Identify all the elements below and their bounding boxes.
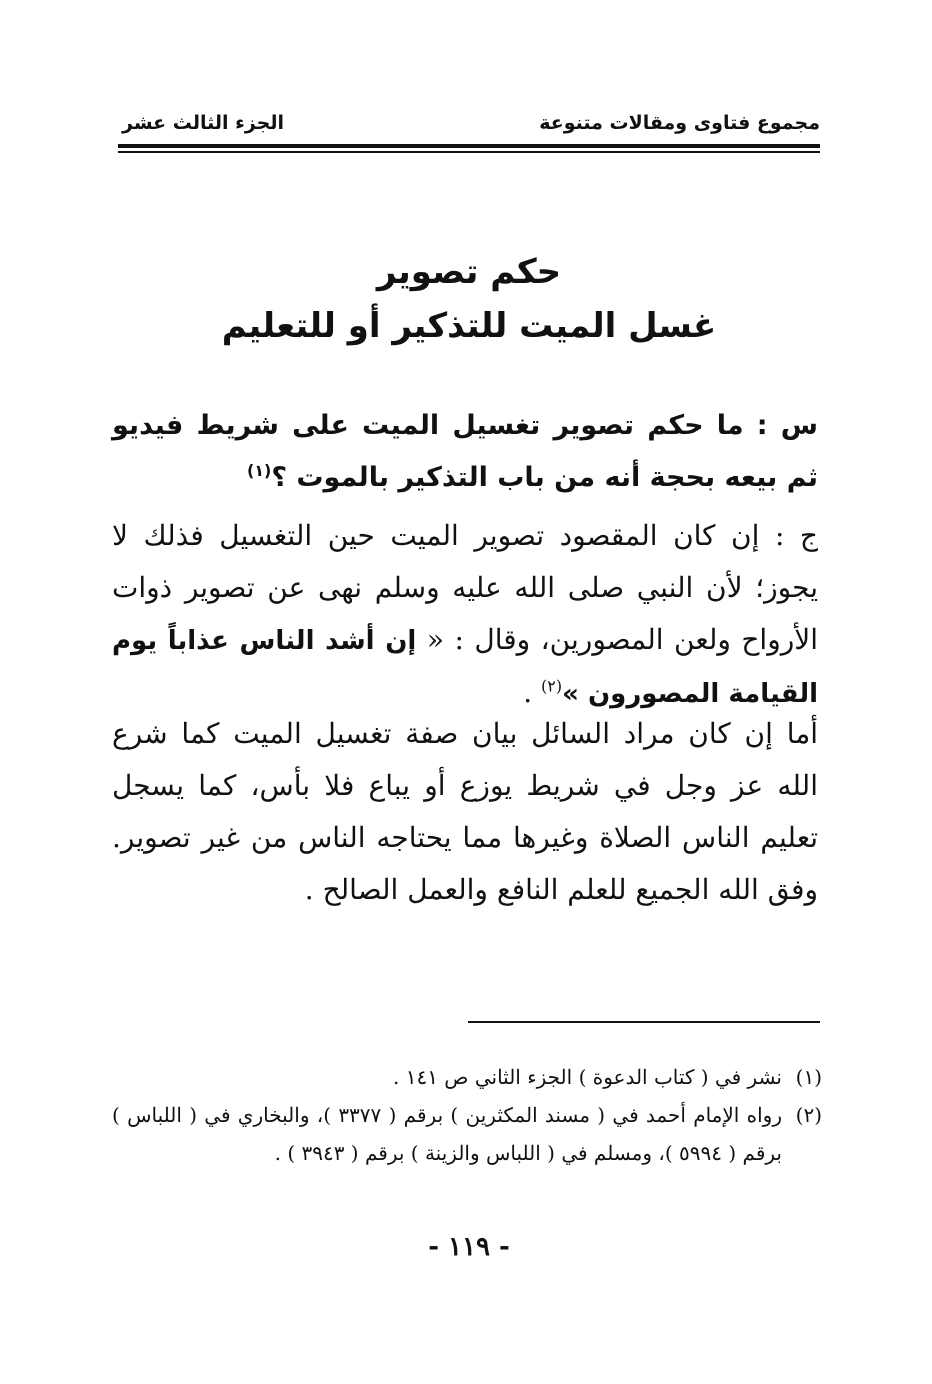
page-number: - ١١٩ - — [428, 1232, 510, 1262]
footnote-item — [112, 1058, 822, 1096]
answer-note-ref: (٢) — [541, 676, 563, 696]
answer-end: . — [523, 676, 542, 709]
question-text: س : ما حكم تصوير تغسيل الميت على شريط فيديو ثم بيعه بحجة أنه من باب التذكير بالموت ؟ — [112, 410, 818, 493]
footnote-text: نشر في ( كتاب الدعوة ) الجزء الثاني ص ١٤١ . — [392, 1065, 782, 1089]
title-line-1: حكم تصوير — [376, 252, 562, 292]
footnote-text: رواه الإمام أحمد في ( مسند المكثرين ) برقم ( ٣٣٧٧ )، والبخاري في ( اللباس ) برقم ( ٥٩٩٤ )، ومسلم في ( اللباس والزينة ) برقم ( ٣٩٤٣ ) . — [112, 1103, 782, 1165]
question-paragraph — [112, 400, 818, 504]
footnote-item — [112, 1096, 822, 1172]
hadith-quote: إن أشد الناس عذاباً يوم القيامة المصورون — [112, 626, 818, 709]
title-line-2: غسل الميت للتذكير أو للتعليم — [221, 306, 717, 346]
header-rule-thin — [118, 151, 820, 153]
footnote-separator — [468, 1021, 820, 1023]
book-title: مجموع فتاوى ومقالات متنوعة — [539, 112, 820, 134]
footnotes — [112, 1058, 822, 1172]
answer-paragraph-2: أما إن كان مراد السائل بيان صفة تغسيل الميت كما شرع الله عز وجل في شريط يوزع أو يباع فلا بأس، كما يسجل تعليم الناس الصلاة وغيرها مما يحتاجه الناس من غير تصوير. وفق الله الجميع للعلم النافع والعمل الصالح . — [112, 717, 818, 906]
running-header — [118, 112, 820, 142]
footnote-number: (٢) — [795, 1103, 822, 1127]
header-rule-thick — [118, 144, 820, 148]
footnote-number: (١) — [795, 1065, 822, 1089]
question-note-ref: (١) — [246, 461, 272, 480]
hadith-close-quote: » — [562, 679, 579, 709]
answer-paragraph — [112, 510, 818, 720]
volume-label: الجزء الثالث عشر — [122, 112, 285, 134]
answer-text: ج : إن كان المقصود تصوير الميت حين التغسيل فذلك لا يجوز؛ لأن النبي صلى الله عليه وسلم نهى عن تصوير ذوات الأرواح ولعن المصورين، وقال : « — [112, 519, 818, 656]
